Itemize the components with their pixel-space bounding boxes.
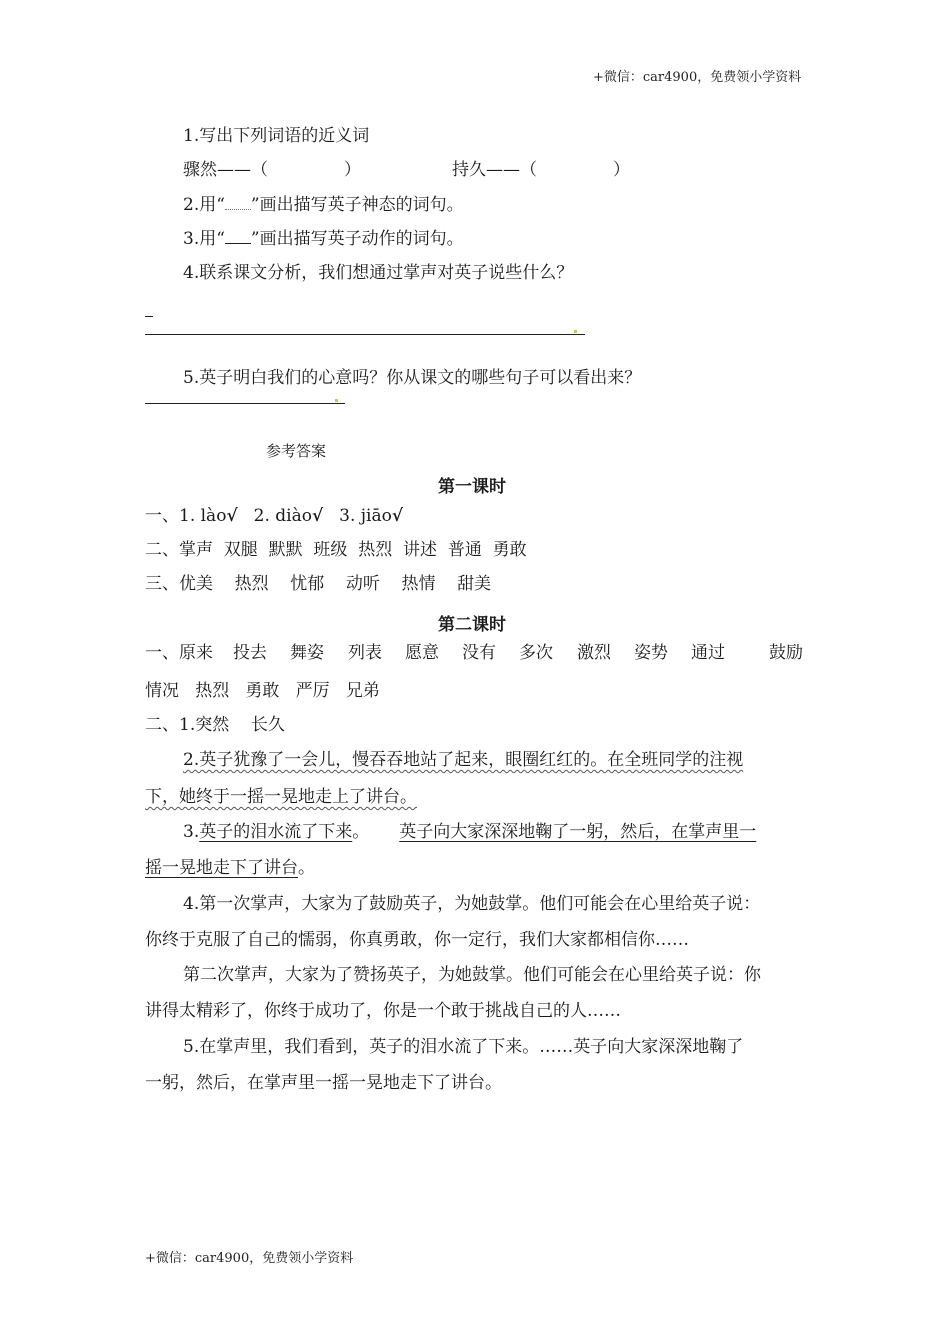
- lesson-1-row-2: 二、掌声 双腿 默默 班级 热烈 讲述 普通 勇敢: [145, 540, 527, 560]
- word: 一、原来: [145, 643, 213, 663]
- answer-4-line-1: 4.第一次掌声，大家为了鼓励英子，为她鼓掌。他们可能会在心里给英子说：: [183, 894, 761, 914]
- question-3-prefix: 3.用“: [183, 229, 225, 249]
- row-prefix: 一、: [145, 506, 179, 526]
- answers-title: 参考答案: [266, 442, 327, 460]
- word: 多次: [519, 643, 553, 663]
- lesson-2-row-2: 情况 热烈 勇敢 严厉 兄弟: [145, 681, 380, 701]
- wavy-blank-sample: [225, 209, 251, 210]
- question-5: 5.英子明白我们的心意吗？你从课文的哪些句子可以看出来？: [183, 368, 642, 388]
- answer-2-line-2: [145, 789, 417, 806]
- lesson-1-row-3: 三、优美 热烈 忧郁 动听 热情 甜美: [145, 574, 492, 594]
- question-2-suffix: ”画出描写英子神态的词句。: [250, 195, 464, 215]
- question-2-prefix: 2.用“: [183, 195, 225, 215]
- word: 姿势: [634, 643, 668, 663]
- underlined-text: 摇一晃地走下了讲台: [145, 858, 298, 878]
- word: 没有: [462, 643, 496, 663]
- lesson-1-heading: 第一课时: [438, 477, 506, 497]
- pinyin-answer-2: 2. diào: [253, 506, 312, 526]
- question-3-suffix: ”画出描写英子动作的词句。: [250, 229, 464, 249]
- answer-4-line-3: 第二次掌声，大家为了赞扬英子，为她鼓掌。他们可能会在心里给英子说：你: [183, 965, 761, 985]
- answer-line-q5: [145, 403, 345, 404]
- answer-4-line-2: 你终于克服了自己的懦弱，你真勇敢，你一定行，我们大家都相信你……: [145, 930, 689, 950]
- question-1-word-2: 持久——（: [452, 160, 537, 180]
- header-watermark: +微信：car4900，免费领小学资料: [593, 70, 802, 85]
- question-3: [183, 231, 464, 248]
- word: 列表: [348, 643, 382, 663]
- answer-3-line-1: [183, 824, 756, 841]
- answer-5-line-2: 一躬，然后，在掌声里一摇一晃地走下了讲台。: [145, 1073, 502, 1093]
- check-icon: √: [311, 506, 324, 526]
- word: 通过: [691, 643, 725, 663]
- answer-5-line-1: 5.在掌声里，我们看到，英子的泪水流了下来。……英子向大家深深地鞠了: [183, 1037, 744, 1057]
- question-1-title: 1.写出下列词语的近义词: [183, 126, 370, 146]
- question-4: 4.联系课文分析，我们想通过掌声对英子说些什么？: [183, 263, 574, 283]
- answer-3-period: 。: [352, 822, 370, 842]
- answer-4-line-4: 讲得太精彩了，你终于成功了，你是一个敢于挑战自己的人……: [145, 1001, 621, 1021]
- answer-line-q4: [145, 334, 585, 335]
- answer-3-number: 3.: [183, 822, 200, 842]
- check-icon: √: [226, 506, 238, 526]
- word: 激烈: [577, 643, 611, 663]
- word: 投去: [233, 643, 267, 663]
- word: 舞姿: [290, 643, 324, 663]
- footer-watermark: +微信：car4900，免费领小学资料: [145, 1251, 354, 1266]
- lesson-2-row-3: 二、1.突然 长久: [145, 715, 285, 735]
- lesson-1-row-1: [145, 508, 403, 525]
- answer-3-line-2: [145, 860, 315, 877]
- word: 鼓励: [769, 643, 803, 663]
- wavy-underlined-text: 下，她终于一摇一晃地走上了讲台。: [145, 787, 417, 807]
- pinyin-answer-3: 3. jiāo: [339, 506, 392, 526]
- wavy-underlined-text: 2.英子犹豫了一会儿，慢吞吞地站了起来，眼圈红红的。在全班同学的注视: [183, 750, 744, 770]
- question-2: [183, 197, 464, 214]
- marker-dot: [335, 399, 338, 402]
- check-icon: √: [391, 506, 404, 526]
- answer-3-line-2-end: 。: [298, 858, 315, 878]
- question-1-close-paren-1: ）: [344, 160, 361, 180]
- lesson-2-heading: 第二课时: [438, 615, 506, 635]
- word: 愿意: [405, 643, 439, 663]
- underlined-text: 英子向大家深深地鞠了一躬，然后，在掌声里一: [399, 822, 757, 842]
- answer-line-stub: [145, 316, 153, 317]
- question-1-close-paren-2: ）: [613, 160, 630, 180]
- marker-dot: [574, 330, 577, 333]
- straight-blank-sample: [225, 243, 251, 244]
- answer-2-line-1: [183, 752, 743, 769]
- underlined-text: 英子的泪水流了下来: [199, 822, 353, 842]
- pinyin-answer-1: 1. lào: [179, 506, 227, 526]
- question-1-word-1: 骤然——（: [183, 160, 268, 180]
